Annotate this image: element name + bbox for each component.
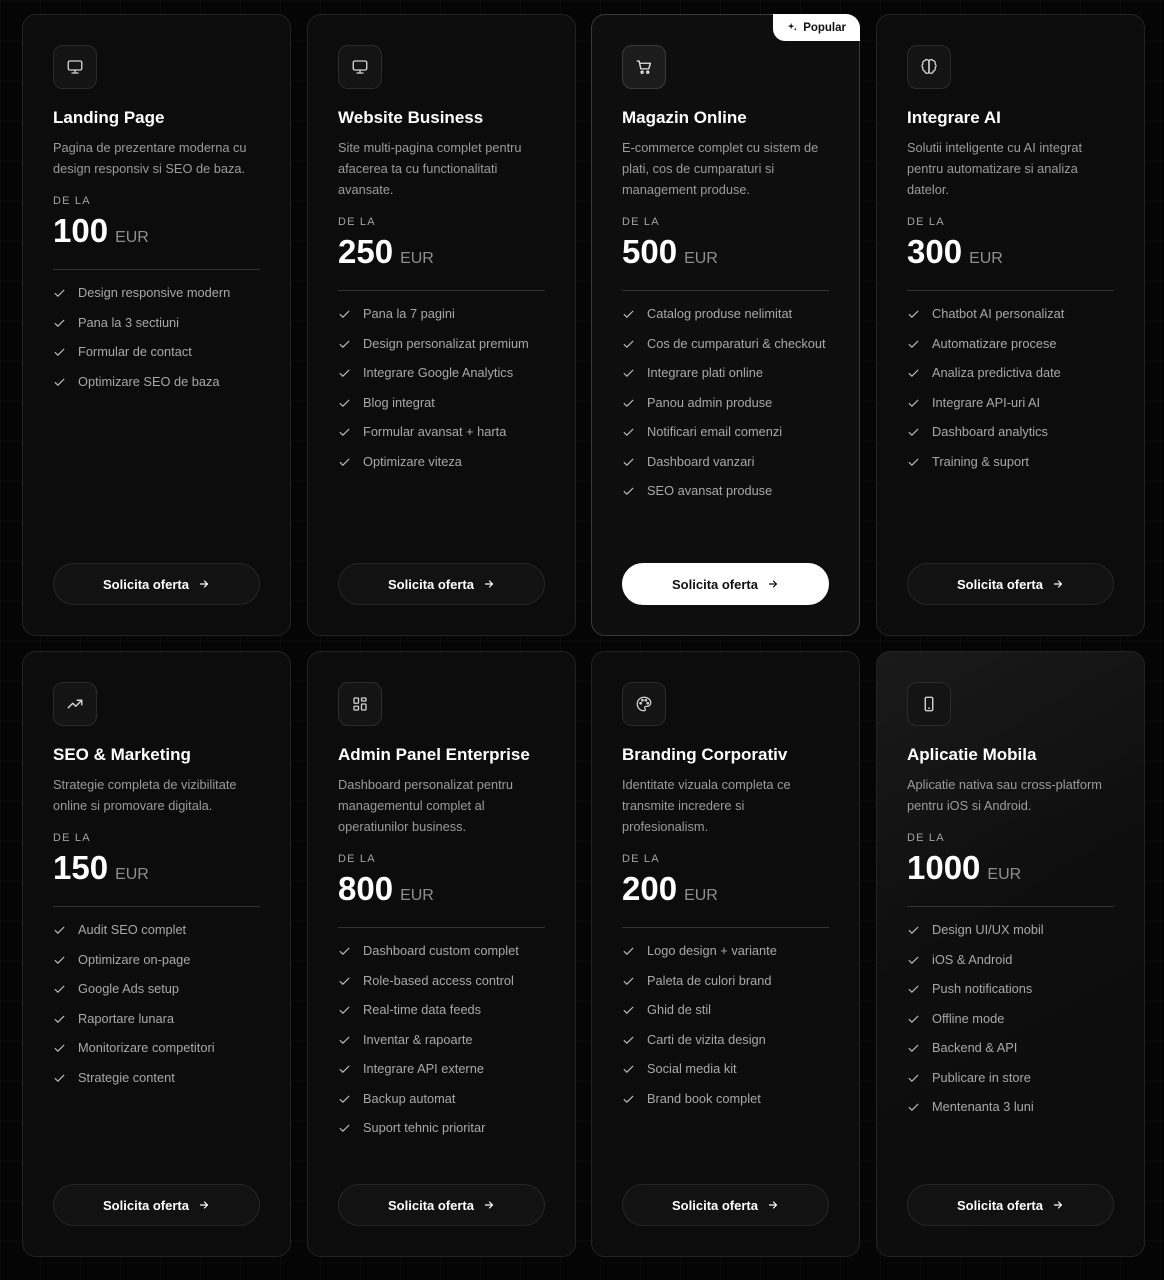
check-icon — [907, 426, 920, 439]
feature-text: Brand book complet — [647, 1090, 761, 1106]
price-row — [53, 850, 260, 886]
price-row — [622, 234, 829, 270]
feature-text: Carti de vizita design — [647, 1031, 766, 1047]
button-label: Solicita oferta — [672, 1197, 758, 1213]
check-icon — [338, 1034, 351, 1047]
feature-text: Cos de cumparaturi & checkout — [647, 335, 826, 351]
list-item — [622, 1060, 829, 1079]
list-item — [907, 951, 1114, 970]
monitor-icon — [53, 45, 97, 89]
price-prefix: DE LA — [53, 832, 91, 844]
card-title: Aplicatie Mobila — [907, 745, 1037, 764]
list-item — [338, 335, 545, 354]
dashboard-grid-icon — [338, 682, 382, 726]
check-icon — [622, 1093, 635, 1106]
list-item — [338, 1119, 545, 1138]
feature-text: Chatbot AI personalizat — [932, 306, 1065, 321]
check-icon — [338, 945, 351, 958]
price-row — [907, 234, 1114, 270]
divider — [338, 927, 545, 928]
price-row — [338, 871, 545, 907]
pricing-card-magazin-online — [591, 14, 860, 636]
card-title: Landing Page — [53, 108, 165, 127]
badge-label: Popular — [803, 21, 846, 34]
check-icon — [338, 1122, 351, 1135]
feature-list — [907, 921, 1114, 1117]
feature-text: Real-time data feeds — [363, 1002, 482, 1017]
feature-text: Publicare in store — [932, 1069, 1031, 1085]
price-row — [907, 850, 1114, 886]
price-currency: EUR — [684, 250, 718, 267]
feature-text: Dashboard custom complet — [363, 943, 519, 958]
list-item — [338, 1060, 545, 1079]
feature-text: Monitorizare competitori — [78, 1040, 215, 1055]
feature-text: Integrare plati online — [647, 365, 763, 380]
list-item — [338, 453, 545, 472]
arrow-right-icon — [1052, 1199, 1064, 1211]
feature-text: Paleta de culori brand — [647, 972, 772, 988]
price-currency: EUR — [987, 866, 1022, 883]
card-title: Integrare AI — [907, 108, 1001, 127]
request-offer-button[interactable] — [622, 563, 829, 605]
feature-text: Social media kit — [647, 1061, 737, 1076]
feature-text: Backend & API — [932, 1040, 1018, 1055]
sparkles-icon — [787, 22, 798, 33]
feature-text: Analiza predictiva date — [932, 365, 1061, 380]
price-prefix: DE LA — [53, 195, 91, 207]
feature-text: Push notifications — [932, 981, 1033, 996]
list-item — [53, 373, 260, 392]
feature-text: Google Ads setup — [78, 981, 180, 996]
feature-text: Logo design + variante — [647, 943, 777, 958]
price-currency: EUR — [115, 229, 149, 246]
list-item — [907, 305, 1114, 324]
arrow-right-icon — [767, 1199, 779, 1211]
feature-text: Catalog produse nelimitat — [647, 306, 793, 321]
card-description: Pagina de prezentare moderna cu design responsiv si SEO de baza. — [53, 140, 247, 176]
check-icon — [53, 1013, 66, 1026]
pricing-card-admin-panel — [307, 651, 576, 1257]
card-description: Strategie completa de vizibilitate online si promovare digitala. — [53, 777, 237, 813]
card-description: E-commerce complet cu sistem de plati, cos de cumparaturi si management produse. — [622, 140, 819, 197]
list-item — [622, 423, 829, 442]
check-icon — [907, 456, 920, 469]
feature-text: Dashboard analytics — [932, 424, 1048, 439]
feature-text: Optimizare viteza — [363, 453, 462, 469]
smartphone-icon — [907, 682, 951, 726]
feature-text: Suport tehnic prioritar — [363, 1120, 486, 1135]
price-prefix: DE LA — [338, 853, 376, 865]
list-item — [622, 1001, 829, 1020]
feature-list — [338, 942, 545, 1138]
monitor-icon — [338, 45, 382, 89]
arrow-right-icon — [767, 578, 779, 590]
check-icon — [338, 338, 351, 351]
list-item — [622, 1031, 829, 1050]
check-icon — [338, 397, 351, 410]
feature-text: Offline mode — [932, 1010, 1005, 1026]
feature-list — [53, 284, 260, 391]
price-currency: EUR — [400, 250, 434, 267]
price-value: 100 — [53, 212, 109, 249]
list-item — [907, 394, 1114, 413]
check-icon — [907, 367, 920, 380]
pricing-card-landing-page — [22, 14, 291, 636]
list-item — [53, 980, 260, 999]
check-icon — [53, 287, 66, 300]
price-value: 150 — [53, 849, 109, 886]
check-icon — [53, 924, 66, 937]
price-value: 250 — [338, 233, 394, 270]
list-item — [53, 284, 260, 303]
pricing-card-integrare-ai — [876, 14, 1145, 636]
check-icon — [907, 338, 920, 351]
check-icon — [622, 975, 635, 988]
arrow-right-icon — [483, 1199, 495, 1211]
price-value: 500 — [622, 233, 678, 270]
list-item — [338, 364, 545, 383]
list-item — [622, 1090, 829, 1109]
price-currency: EUR — [400, 887, 434, 904]
divider — [53, 269, 260, 270]
arrow-right-icon — [1052, 578, 1064, 590]
check-icon — [907, 308, 920, 321]
button-label: Solicita oferta — [957, 1197, 1043, 1213]
feature-list — [907, 305, 1114, 471]
feature-text: Design UI/UX mobil — [932, 922, 1044, 937]
check-icon — [622, 426, 635, 439]
card-title: Magazin Online — [622, 108, 747, 127]
check-icon — [907, 954, 920, 967]
list-item — [622, 394, 829, 413]
feature-text: Formular de contact — [78, 344, 192, 359]
list-item — [338, 423, 545, 442]
feature-text: Inventar & rapoarte — [363, 1031, 473, 1047]
divider — [907, 906, 1114, 907]
list-item — [907, 921, 1114, 940]
list-item — [622, 482, 829, 501]
arrow-right-icon — [198, 578, 210, 590]
check-icon — [907, 1101, 920, 1114]
price-currency: EUR — [684, 887, 718, 904]
check-icon — [53, 1042, 66, 1055]
feature-text: Design personalizat premium — [363, 335, 529, 351]
check-icon — [622, 1004, 635, 1017]
list-item — [622, 305, 829, 324]
list-item — [53, 1010, 260, 1029]
list-item — [338, 972, 545, 991]
check-icon — [338, 426, 351, 439]
list-item — [907, 453, 1114, 472]
feature-text: Automatizare procese — [932, 335, 1057, 351]
list-item — [907, 980, 1114, 999]
price-value: 1000 — [907, 849, 981, 886]
list-item — [53, 314, 260, 333]
check-icon — [53, 317, 66, 330]
list-item — [53, 921, 260, 940]
request-offer-button[interactable] — [53, 1184, 260, 1226]
feature-text: Panou admin produse — [647, 394, 773, 410]
list-item — [53, 1039, 260, 1058]
price-prefix: DE LA — [907, 216, 945, 228]
price-value: 300 — [907, 233, 963, 270]
check-icon — [53, 346, 66, 359]
check-icon — [622, 456, 635, 469]
list-item — [338, 1001, 545, 1020]
card-description: Site multi-pagina complet pentru afacerea ta cu functionalitati avansate. — [338, 140, 522, 197]
button-label: Solicita oferta — [957, 576, 1043, 592]
list-item — [622, 942, 829, 961]
check-icon — [907, 1013, 920, 1026]
feature-text: Ghid de stil — [647, 1002, 712, 1017]
brain-icon — [907, 45, 951, 89]
feature-text: Optimizare on-page — [78, 951, 191, 967]
feature-text: Audit SEO complet — [78, 922, 187, 937]
list-item — [53, 1069, 260, 1088]
request-offer-button[interactable] — [907, 1184, 1114, 1226]
divider — [907, 290, 1114, 291]
check-icon — [907, 1072, 920, 1085]
button-label: Solicita oferta — [388, 1197, 474, 1213]
check-icon — [53, 1072, 66, 1085]
price-row — [53, 213, 260, 249]
check-icon — [53, 983, 66, 996]
list-item — [338, 305, 545, 324]
arrow-right-icon — [198, 1199, 210, 1211]
request-offer-button[interactable] — [907, 563, 1114, 605]
shopping-cart-icon — [622, 45, 666, 89]
card-title: SEO & Marketing — [53, 745, 191, 764]
check-icon — [338, 456, 351, 469]
check-icon — [338, 367, 351, 380]
pricing-card-branding — [591, 651, 860, 1257]
feature-text: Mentenanta 3 luni — [932, 1099, 1034, 1114]
pricing-card-seo-marketing — [22, 651, 291, 1257]
trending-up-icon — [53, 682, 97, 726]
check-icon — [338, 975, 351, 988]
card-description: Dashboard personalizat pentru managementul complet al operatiunilor business. — [338, 777, 514, 834]
popular-badge — [773, 14, 860, 41]
button-label: Solicita oferta — [388, 576, 474, 592]
check-icon — [53, 954, 66, 967]
price-prefix: DE LA — [907, 832, 945, 844]
feature-text: Blog integrat — [363, 394, 435, 410]
feature-text: Integrare API-uri AI — [932, 394, 1041, 410]
price-value: 200 — [622, 870, 678, 907]
card-description: Aplicatie nativa sau cross-platform pentru iOS si Android. — [907, 777, 1102, 813]
list-item — [907, 1039, 1114, 1058]
list-item — [622, 364, 829, 383]
check-icon — [622, 1063, 635, 1076]
feature-text: Notificari email comenzi — [647, 424, 783, 439]
feature-text: Optimizare SEO de baza — [78, 373, 220, 389]
list-item — [53, 951, 260, 970]
feature-list — [53, 921, 260, 1087]
button-label: Solicita oferta — [103, 1197, 189, 1213]
card-title: Website Business — [338, 108, 484, 127]
feature-list — [622, 942, 829, 1108]
check-icon — [907, 1042, 920, 1055]
list-item — [338, 942, 545, 961]
list-item — [907, 1010, 1114, 1029]
request-offer-button[interactable] — [338, 563, 545, 605]
divider — [338, 290, 545, 291]
card-description: Solutii inteligente cu AI integrat pentru automatizare si analiza datelor. — [907, 140, 1083, 197]
check-icon — [622, 397, 635, 410]
price-row — [338, 234, 545, 270]
feature-text: iOS & Android — [932, 951, 1013, 967]
palette-icon — [622, 682, 666, 726]
list-item — [907, 1069, 1114, 1088]
list-item — [53, 343, 260, 362]
request-offer-button[interactable] — [338, 1184, 545, 1226]
divider — [622, 927, 829, 928]
feature-text: Training & suport — [932, 453, 1029, 469]
list-item — [338, 1090, 545, 1109]
price-currency: EUR — [115, 866, 149, 883]
feature-text: Design responsive modern — [78, 285, 231, 300]
list-item — [907, 364, 1114, 383]
card-title: Branding Corporativ — [622, 745, 788, 764]
list-item — [622, 972, 829, 991]
check-icon — [907, 924, 920, 937]
feature-text: Formular avansat + harta — [363, 424, 507, 439]
list-item — [907, 335, 1114, 354]
price-prefix: DE LA — [622, 216, 660, 228]
divider — [622, 290, 829, 291]
card-title: Admin Panel Enterprise — [338, 745, 530, 764]
check-icon — [907, 397, 920, 410]
check-icon — [907, 983, 920, 996]
feature-text: Role-based access control — [363, 972, 514, 988]
check-icon — [338, 1063, 351, 1076]
check-icon — [338, 1004, 351, 1017]
check-icon — [338, 1093, 351, 1106]
check-icon — [622, 485, 635, 498]
check-icon — [622, 308, 635, 321]
feature-text: Pana la 3 sectiuni — [78, 314, 180, 330]
pricing-card-website-business — [307, 14, 576, 636]
price-prefix: DE LA — [622, 853, 660, 865]
request-offer-button[interactable] — [622, 1184, 829, 1226]
price-prefix: DE LA — [338, 216, 376, 228]
feature-text: Strategie content — [78, 1069, 175, 1085]
check-icon — [622, 367, 635, 380]
price-currency: EUR — [969, 250, 1003, 267]
list-item — [622, 335, 829, 354]
divider — [53, 906, 260, 907]
feature-text: Raportare lunara — [78, 1010, 175, 1026]
list-item — [338, 1031, 545, 1050]
check-icon — [622, 338, 635, 351]
feature-text: Pana la 7 pagini — [363, 306, 455, 321]
pricing-card-aplicatie-mobila — [876, 651, 1145, 1257]
list-item — [907, 1098, 1114, 1117]
card-description: Identitate vizuala completa ce transmite incredere si profesionalism. — [622, 777, 791, 834]
feature-text: Integrare Google Analytics — [363, 365, 514, 380]
price-row — [622, 871, 829, 907]
feature-text: Dashboard vanzari — [647, 453, 755, 469]
request-offer-button[interactable] — [53, 563, 260, 605]
feature-text: Integrare API externe — [363, 1061, 484, 1076]
feature-text: Backup automat — [363, 1090, 456, 1106]
check-icon — [622, 945, 635, 958]
check-icon — [338, 308, 351, 321]
list-item — [622, 453, 829, 472]
feature-list — [338, 305, 545, 471]
list-item — [338, 394, 545, 413]
check-icon — [622, 1034, 635, 1047]
feature-text: SEO avansat produse — [647, 483, 773, 498]
button-label: Solicita oferta — [672, 576, 758, 592]
price-value: 800 — [338, 870, 394, 907]
button-label: Solicita oferta — [103, 576, 189, 592]
feature-list — [622, 305, 829, 501]
list-item — [907, 423, 1114, 442]
arrow-right-icon — [483, 578, 495, 590]
check-icon — [53, 376, 66, 389]
